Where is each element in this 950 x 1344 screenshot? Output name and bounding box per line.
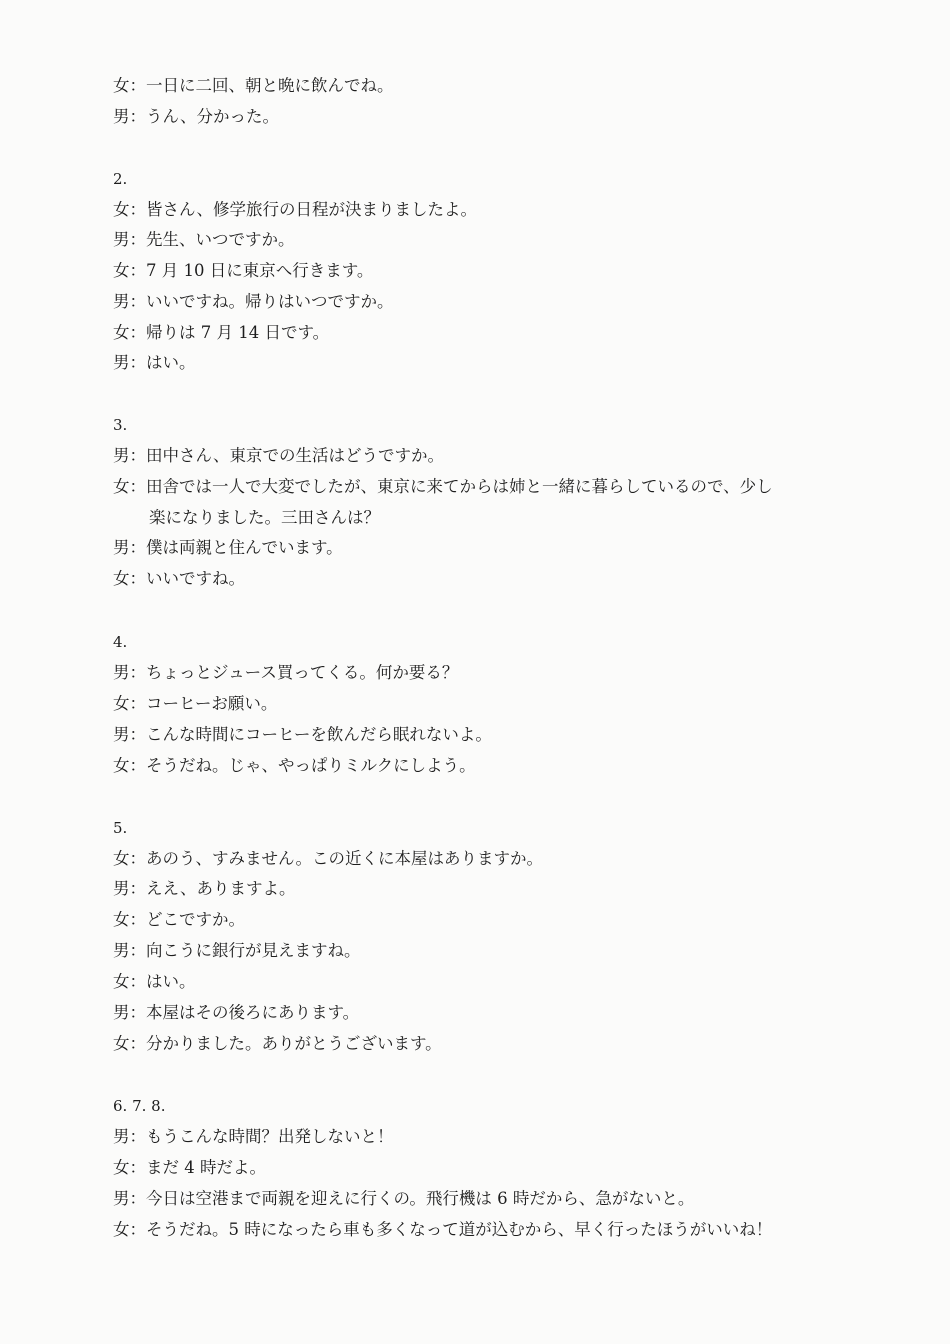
dialogue-line: 男：もうこんな時間？出発しないと！	[113, 1127, 394, 1146]
dialogue-line: 女：皆さん、修学旅行の日程が決まりましたよ。	[113, 200, 477, 219]
dialogue-line: 女：はい。	[113, 972, 196, 991]
dialogue-line: 女：7 月 10 日に東京へ行きます。	[113, 261, 374, 280]
dialogue-line: 男：今日は空港まで両親を迎えに行くの。飛行機は 6 時だから、急がないと。	[113, 1189, 695, 1208]
dialogue-line: 女：そうだね。じゃ、やっぱりミルクにしよう。	[113, 756, 476, 775]
dialogue-line: 女：分かりました。ありがとうございます。	[113, 1034, 442, 1053]
section-number: 3.	[113, 416, 128, 434]
section-number: 4.	[113, 633, 128, 651]
dialogue-line-continuation: 楽になりました。三田さんは？	[149, 508, 380, 527]
dialogue-line: 女：一日に二回、朝と晩に飲んでね。	[113, 76, 394, 95]
dialogue-line: 男：先生、いつですか。	[113, 230, 295, 249]
section-number: 6. 7. 8.	[113, 1097, 166, 1115]
dialogue-line: 女：コーヒーお願い。	[113, 694, 278, 713]
dialogue-line: 男：田中さん、東京での生活はどうですか。	[113, 446, 444, 465]
dialogue-line: 女：そうだね。5 時になったら車も多くなって道が込むから、早く行ったほうがいいね！	[113, 1220, 773, 1239]
dialogue-line: 男：ちょっとジュース買ってくる。何か要る？	[113, 663, 459, 682]
dialogue-line: 男：本屋はその後ろにあります。	[113, 1003, 360, 1022]
section-number: 2.	[113, 170, 128, 188]
dialogue-line: 女：田舎では一人で大変でしたが、東京に来てからは姉と一緒に暮らしているので、少し	[113, 477, 773, 496]
dialogue-line: 男：こんな時間にコーヒーを飲んだら眠れないよ。	[113, 725, 492, 744]
dialogue-line: 女：帰りは 7 月 14 日です。	[113, 323, 330, 342]
dialogue-line: 男：僕は両親と住んでいます。	[113, 538, 343, 557]
dialogue-line: 女：いいですね。	[113, 569, 245, 588]
dialogue-line: 男：はい。	[113, 353, 196, 372]
dialogue-line: 女：どこですか。	[113, 910, 245, 929]
dialogue-line: 男：向こうに銀行が見えますね。	[113, 941, 361, 960]
dialogue-line: 男：いいですね。帰りはいつですか。	[113, 292, 394, 311]
dialogue-line: 女：まだ 4 時だよ。	[113, 1158, 266, 1177]
dialogue-line: 女：あのう、すみません。この近くに本屋はありますか。	[113, 849, 543, 868]
section-number: 5.	[113, 819, 128, 837]
dialogue-line: 男：うん、分かった。	[113, 107, 279, 126]
dialogue-line: 男：ええ、ありますよ。	[113, 879, 296, 898]
